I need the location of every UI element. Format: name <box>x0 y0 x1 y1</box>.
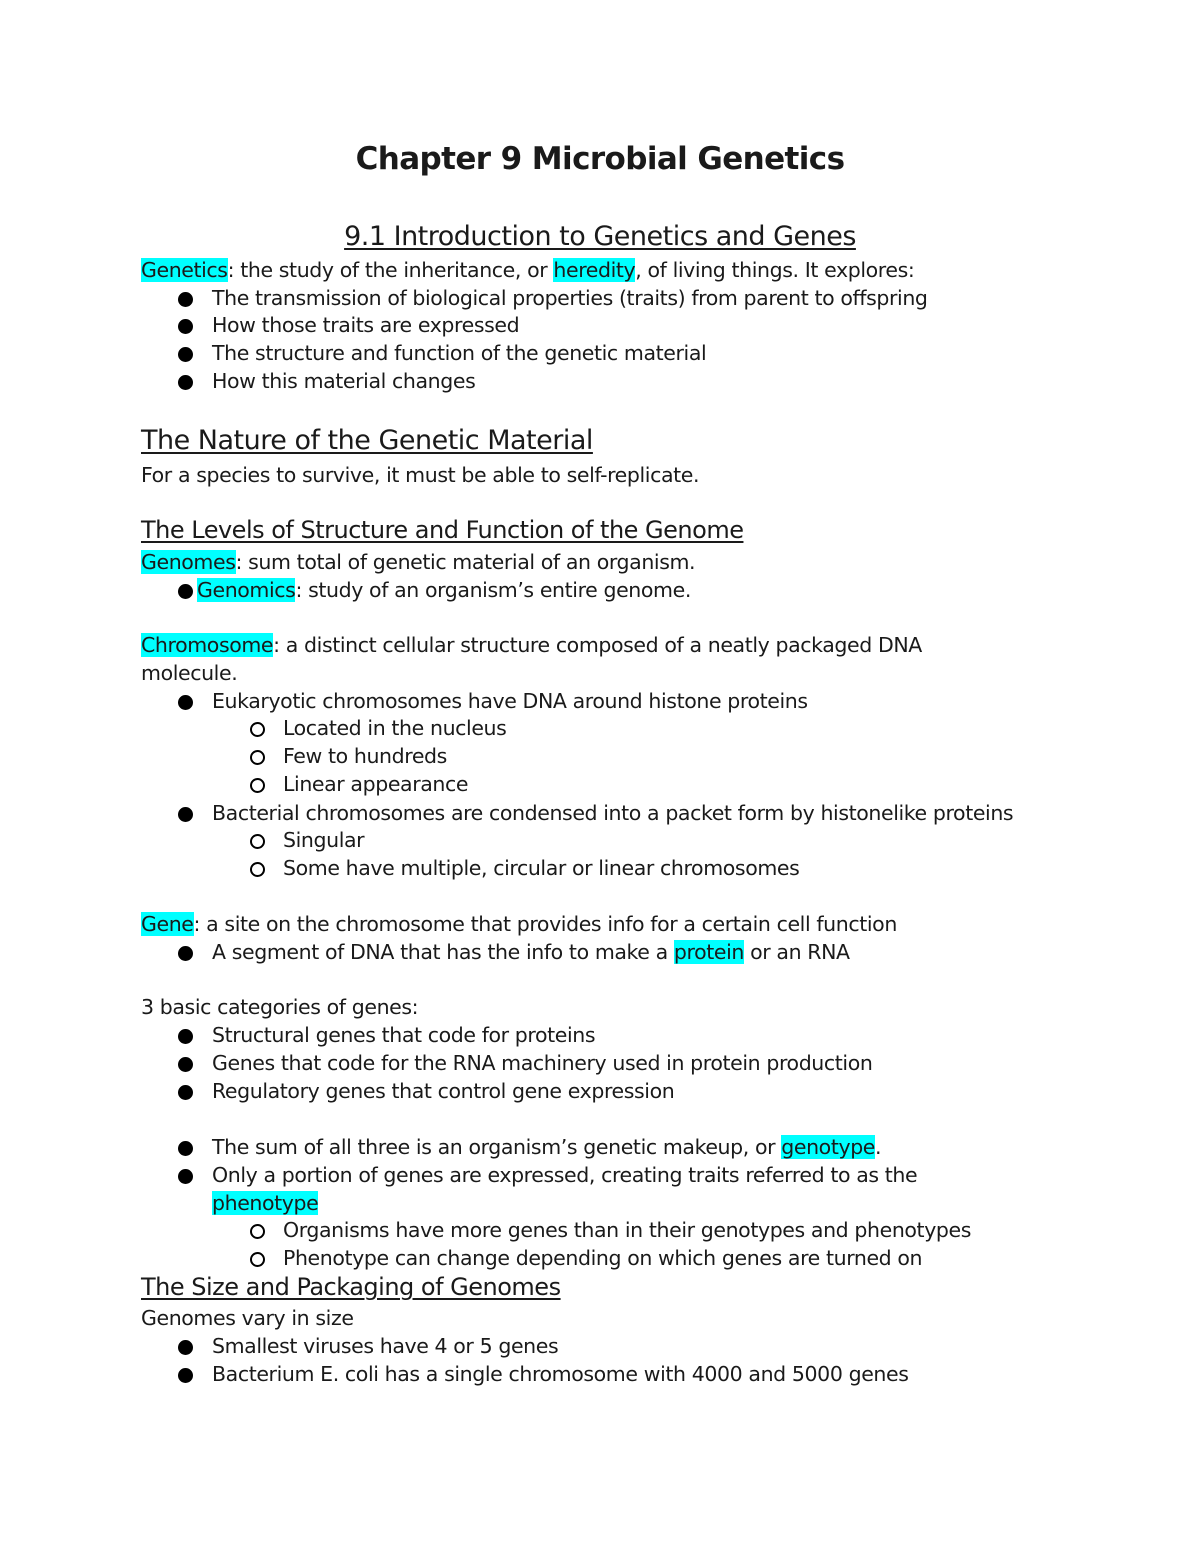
term-phenotype: phenotype <box>212 1191 319 1215</box>
term-genomes: Genomes <box>141 550 236 574</box>
bullet-icon <box>178 1169 193 1184</box>
sub-list-item: Singular <box>283 828 365 852</box>
list-item: Bacterium E. coli has a single chromosome with 4000 and 5000 genes <box>212 1362 909 1386</box>
bullet-icon <box>178 695 193 710</box>
term-genetics: Genetics <box>141 258 228 282</box>
chromosome-definition: Chromosome: a distinct cellular structure composed of a neatly packaged DNA <box>141 633 922 657</box>
list-item: Regulatory genes that control gene expression <box>212 1079 675 1103</box>
bullet-icon <box>178 375 193 390</box>
bullet-icon <box>178 807 193 822</box>
gene-definition: Gene: a site on the chromosome that provides info for a certain cell function <box>141 912 897 936</box>
term-chromosome: Chromosome <box>141 633 274 657</box>
bullet-icon <box>178 1029 193 1044</box>
sub-list-item: Some have multiple, circular or linear chromosomes <box>283 856 800 880</box>
heading-nature-genetic-material: The Nature of the Genetic Material <box>141 425 593 456</box>
sub-bullet-icon <box>250 778 265 793</box>
bullet-icon <box>178 1057 193 1072</box>
list-item: The structure and function of the genetic material <box>212 341 707 365</box>
bullet-icon <box>178 319 193 334</box>
list-item: The sum of all three is an organism’s genetic makeup, or genotype. <box>212 1135 882 1159</box>
bullet-icon <box>178 1368 193 1383</box>
sub-bullet-icon <box>250 750 265 765</box>
sub-list-item: Located in the nucleus <box>283 716 507 740</box>
list-item: Structural genes that code for proteins <box>212 1023 596 1047</box>
paragraph: Genomes vary in size <box>141 1306 354 1330</box>
chromosome-definition-cont: molecule. <box>141 661 238 685</box>
list-item-cont <box>212 1190 318 1216</box>
genomics-definition: Genomics: study of an organism’s entire genome. <box>197 578 691 602</box>
paragraph: For a species to survive, it must be able to self-replicate. <box>141 463 700 487</box>
list-item: A segment of DNA that has the info to make a protein or an RNA <box>212 940 850 964</box>
genomes-definition: Genomes: sum total of genetic material of an organism. <box>141 550 696 574</box>
sub-list-item: Phenotype can change depending on which genes are turned on <box>283 1246 923 1270</box>
term-protein: protein <box>673 940 744 964</box>
bullet-icon <box>178 292 193 307</box>
bullet-icon <box>178 946 193 961</box>
bullet-icon <box>178 1085 193 1100</box>
term-heredity: heredity <box>553 258 636 282</box>
term-gene: Gene <box>141 912 194 936</box>
list-item: Smallest viruses have 4 or 5 genes <box>212 1334 559 1358</box>
heading-levels-structure: The Levels of Structure and Function of the Genome <box>141 516 744 544</box>
sub-bullet-icon <box>250 862 265 877</box>
sub-bullet-icon <box>250 834 265 849</box>
term-genotype: genotype <box>781 1135 876 1159</box>
bullet-icon <box>178 584 193 599</box>
list-item: How those traits are expressed <box>212 313 520 337</box>
sub-list-item: Linear appearance <box>283 772 469 796</box>
genetics-definition: Genetics: the study of the inheritance, or heredity, of living things. It explores: <box>141 258 915 282</box>
bullet-icon <box>178 1141 193 1156</box>
list-item: Only a portion of genes are expressed, creating traits referred to as the <box>212 1163 918 1187</box>
sub-list-item: Organisms have more genes than in their genotypes and phenotypes <box>283 1218 972 1242</box>
sub-bullet-icon <box>250 1252 265 1267</box>
list-item: The transmission of biological properties (traits) from parent to offspring <box>212 286 928 310</box>
heading-size-packaging: The Size and Packaging of Genomes <box>141 1273 561 1301</box>
bullet-icon <box>178 1340 193 1355</box>
page-title: Chapter 9 Microbial Genetics <box>355 141 845 177</box>
sub-bullet-icon <box>250 722 265 737</box>
section-heading-9-1: 9.1 Introduction to Genetics and Genes <box>344 221 856 252</box>
bullet-icon <box>178 347 193 362</box>
list-item: Genes that code for the RNA machinery used in protein production <box>212 1051 873 1075</box>
categories-intro: 3 basic categories of genes: <box>141 995 419 1019</box>
list-item: How this material changes <box>212 369 476 393</box>
list-item: Bacterial chromosomes are condensed into a packet form by histonelike proteins <box>212 801 1014 825</box>
sub-bullet-icon <box>250 1224 265 1239</box>
sub-list-item: Few to hundreds <box>283 744 447 768</box>
term-genomics: Genomics <box>197 578 296 602</box>
list-item: Eukaryotic chromosomes have DNA around histone proteins <box>212 689 808 713</box>
